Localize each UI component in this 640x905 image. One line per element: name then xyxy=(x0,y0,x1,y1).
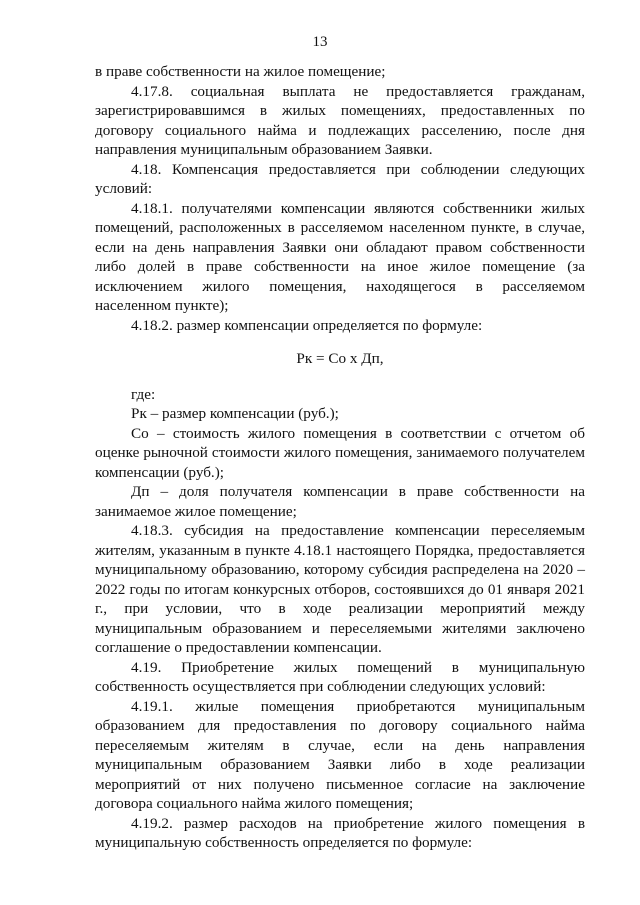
document-body xyxy=(95,62,585,853)
paragraph-4-17-8: 4.17.8. социальная выплата не предоставляется гражданам, зарегистрировавшимся в жилых помещениях, предоставленных по договору социального найма и подлежащих расселению, после дня направления муниципальным образованием Заявки. xyxy=(95,82,585,158)
paragraph-4-18-3: 4.18.3. субсидия на предоставление компенсации переселяемым жителям, указанным в пункте 4.18.1 настоящего Порядка, предоставляется муниципальному образованию, которому субсидия распределена на 2020 – 2022 годы по итогам конкурсных отборов, состоявшихся до 01 января 2021 г., при условии, что в ходе реализации мероприятий между муниципальным образованием и переселяемыми жителями заключено соглашение о предоставлении компенсации. xyxy=(95,522,585,656)
paragraph-4-18: 4.18. Компенсация предоставляется при соблюдении следующих условий: xyxy=(95,160,585,197)
compensation-formula: Рк = Со х Дп, xyxy=(296,350,384,367)
formula-definition-dp: Дп – доля получателя компенсации в праве собственности на занимаемое жилое помещение; xyxy=(95,483,585,520)
paragraph: в праве собственности на жилое помещение; xyxy=(95,63,386,80)
paragraph-4-19: 4.19. Приобретение жилых помещений в муниципальную собственность осуществляется при соблюдении следующих условий: xyxy=(95,658,585,695)
formula-definition-rk: Рк – размер компенсации (руб.); xyxy=(131,405,339,422)
paragraph-4-19-2: 4.19.2. размер расходов на приобретение жилого помещения в муниципальную собственность определяется по формуле: xyxy=(95,814,585,851)
page-number: 13 xyxy=(312,34,328,50)
paragraph-4-19-1: 4.19.1. жилые помещения приобретаются муниципальным образованием для предоставления по договору социального найма переселяемым жителям в случае, если на день направления муниципальным образованием Заявки либо в ходе реализации мероприятий от них получено письменное согласие на заключение договора социального найма жилого помещения; xyxy=(95,697,585,812)
paragraph-4-18-1: 4.18.1. получателями компенсации являются собственники жилых помещений, расположенных в расселяемом населенном пункте, в случае, если на день направления Заявки они обладают правом собственности либо долей в праве собственности на иное жилое помещение (за исключением жилого помещения, находящегося в расселяемом населенном пункте); xyxy=(95,199,585,314)
formula-definition-co: Со – стоимость жилого помещения в соответствии с отчетом об оценке рыночной стоимости жилого помещения, занимаемого получателем компенсации (руб.); xyxy=(95,424,585,481)
paragraph-4-18-2: 4.18.2. размер компенсации определяется по формуле: xyxy=(131,316,483,334)
formula-where-label: где: xyxy=(131,385,156,403)
